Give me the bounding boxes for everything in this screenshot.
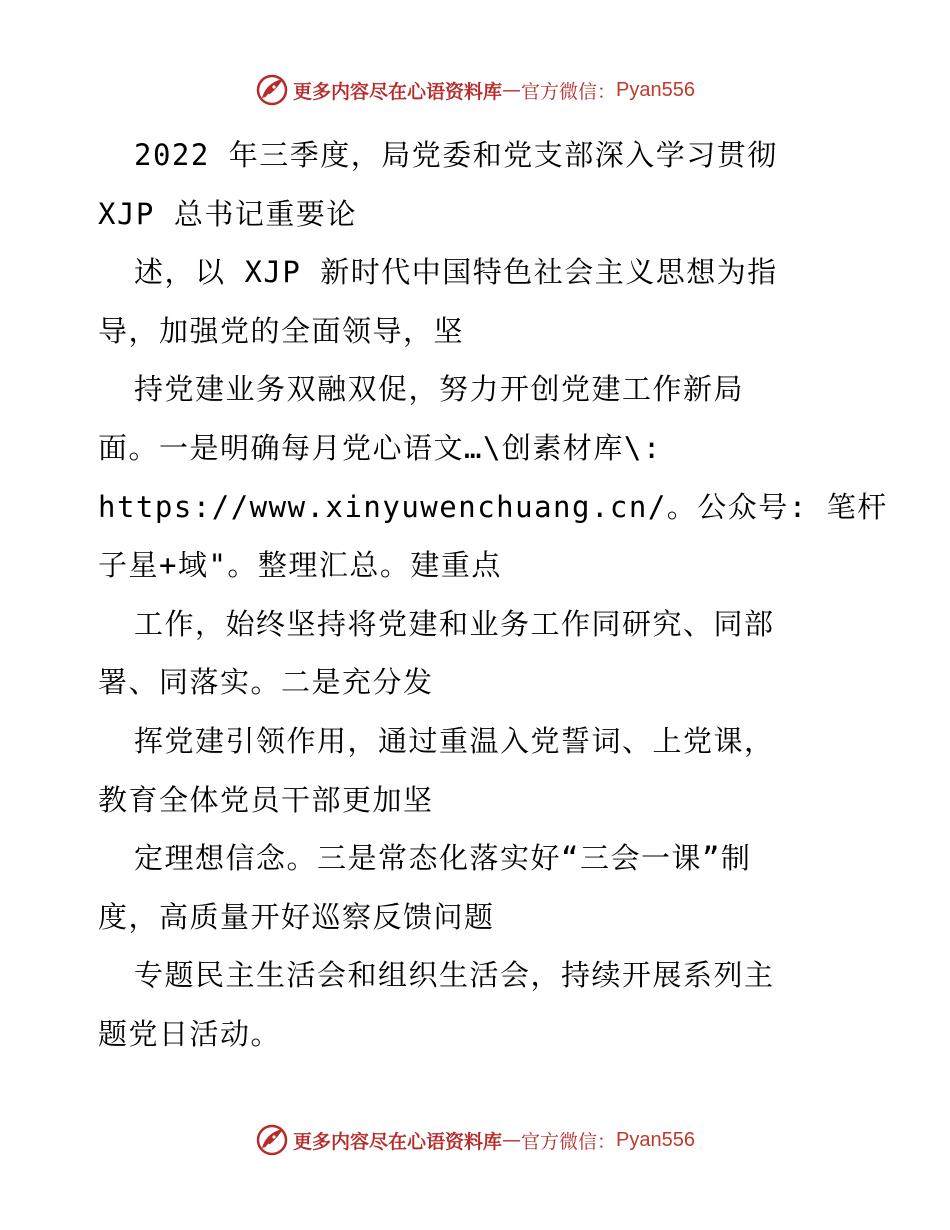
- paragraph-line-5: 持党建业务双融双促，努力开创党建工作新局: [134, 372, 745, 407]
- paragraph-line-9: 工作，始终坚持将党建和业务工作同研究、同部: [134, 606, 775, 641]
- paragraph-line-12: 教育全体党员干部更加坚: [98, 782, 434, 817]
- document-body: [98, 126, 888, 1064]
- header-brand-text: 更多内容尽在心语资料库: [293, 80, 503, 103]
- paragraph-line-2: XJP 总书记重要论: [98, 196, 357, 231]
- paragraph-line-1: 2022 年三季度，局党委和党支部深入学习贯彻: [134, 138, 778, 172]
- paragraph-line-10: 署、同落实。二是充分发: [98, 665, 434, 700]
- paragraph-line-4: 导，加强党的全面领导，坚: [98, 313, 465, 348]
- paragraph-line-7: https://www.xinyuwenchuang.cn/。公众号: 笔杆: [98, 489, 888, 524]
- paragraph-line-13: 定理想信念。三是常态化落实好“三会一课”制: [134, 841, 752, 876]
- footer-wechat-id: Pyan556: [616, 1128, 695, 1151]
- footer-brand-text: 更多内容尽在心语资料库: [293, 1130, 503, 1153]
- paragraph-line-14: 度，高质量开好巡察反馈问题: [98, 899, 495, 934]
- header-wechat-label: 官方微信：: [521, 80, 617, 103]
- footer-dash: —: [502, 1129, 522, 1151]
- pen-nib-logo-icon: [255, 73, 289, 107]
- pen-nib-logo-icon: [255, 1123, 289, 1157]
- header-dash: —: [502, 79, 522, 101]
- paragraph-line-3: 述，以 XJP 新时代中国特色社会主义思想为指: [134, 255, 778, 290]
- paragraph-line-16: 题党日活动。: [98, 1016, 282, 1051]
- header-wechat-id: Pyan556: [616, 78, 695, 101]
- footer-wechat-label: 官方微信：: [521, 1130, 617, 1153]
- paragraph-line-11: 挥党建引领作用，通过重温入党誓词、上党课，: [134, 723, 775, 758]
- paragraph-line-8: 子星+域"。整理汇总。建重点: [98, 548, 502, 583]
- header-banner: [0, 70, 950, 110]
- paragraph-line-15: 专题民主生活会和组织生活会，持续开展系列主: [134, 958, 775, 993]
- paragraph-line-6: 面。一是明确每月党心语文…\创素材库\:: [98, 430, 662, 465]
- footer-banner: [0, 1120, 950, 1160]
